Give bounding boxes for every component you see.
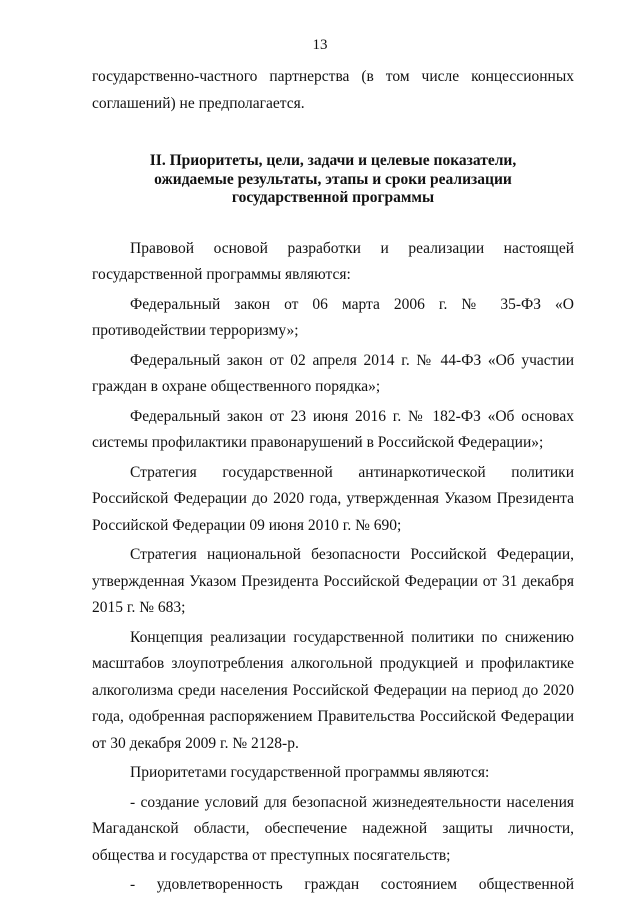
paragraph-priority-satisfaction: - удовлетворенность граждан состоянием общественной xyxy=(130,876,574,893)
document-body xyxy=(92,64,574,902)
paragraph-legal-basis: Правовой основой разработки и реализации настоящей государственной программы являются: xyxy=(92,239,574,283)
paragraph-antidrug-strategy: Стратегия государственной антинаркотической политики Российской Федерации до 2020 года, утвержденная Указом Президента Российской Федерации 09 июня 2010 г. № 690; xyxy=(92,463,574,534)
section-title-line-1: II. Приоритеты, цели, задачи и целевые показатели, xyxy=(149,152,517,169)
paragraph-security-strategy: Стратегия национальной безопасности Российской Федерации, утвержденная Указом Президента Российской Федерации от 31 декабря 2015 г. № 683; xyxy=(92,546,574,616)
paragraph-law-prevention: Федеральный закон от 23 июня 2016 г. № 182-ФЗ «Об основах системы профилактики правонарушений в Российской Федерации»; xyxy=(92,407,574,451)
paragraph-priorities-intro: Приоритетами государственной программы являются: xyxy=(130,764,490,781)
section-title xyxy=(92,152,574,208)
section-title-line-3: государственной программы xyxy=(231,189,435,206)
intro-paragraph: государственно-частного партнерства (в том числе концессионных соглашений) не предполагается. xyxy=(92,68,574,112)
paragraph-law-public-order: Федеральный закон от 02 апреля 2014 г. № 44-ФЗ «Об участии граждан в охране общественного порядка»; xyxy=(92,351,574,395)
section-title-line-2: ожидаемые результаты, этапы и сроки реализации xyxy=(154,170,512,188)
paragraph-law-terrorism: Федеральный закон от 06 марта 2006 г. № 35-ФЗ «О противодействии терроризму»; xyxy=(92,295,574,339)
paragraph-priority-safety: - создание условий для безопасной жизнедеятельности населения Магаданской области, обеспечение надежной защиты личности, общества и государства от преступных посягательств; xyxy=(92,793,574,864)
page-number: 13 xyxy=(312,37,328,53)
paragraph-alcohol-concept: Концепция реализации государственной политики по снижению масштабов злоупотребления алкогольной продукцией и профилактике алкоголизма среди населения Российской Федерации на период до 2020 года, одобренная распоряжением Правительства Российской Федерации от 30 декабря 2009 г. № 2128-р. xyxy=(92,628,574,752)
